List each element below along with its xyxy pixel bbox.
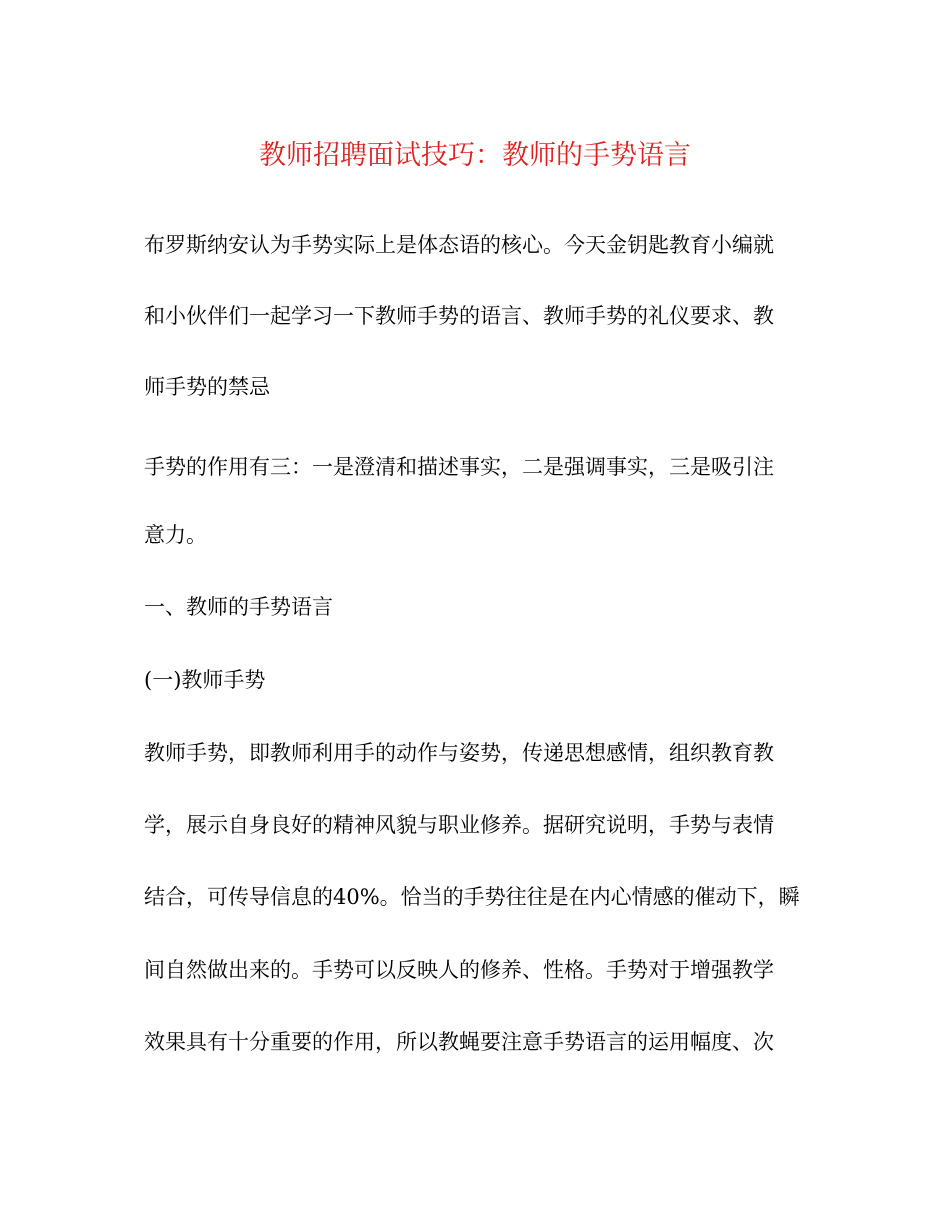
paragraph-line: 结合，可传导信息的40%。恰当的手势往往是在内心情感的催动下，瞬 (144, 885, 800, 909)
paragraph-line: 效果具有十分重要的作用，所以教蝇要注意手势语言的运用幅度、次 (144, 1030, 774, 1054)
paragraph-line: 布罗斯纳安认为手势实际上是体态语的核心。今天金钥匙教育小编就 (144, 233, 774, 257)
subsection-heading: (一)教师手势 (144, 668, 266, 692)
paragraph-line: 间自然做出来的。手势可以反映人的修养、性格。手势对于增强教学 (144, 958, 774, 982)
paragraph-line: 师手势的禁忌 (144, 375, 270, 399)
paragraph-line: 学，展示自身良好的精神风貌与职业修养。据研究说明，手势与表情 (144, 813, 774, 837)
paragraph-line: 教师手势，即教师利用手的动作与姿势，传递思想感情，组织教育教 (144, 741, 774, 765)
section-heading: 一、教师的手势语言 (144, 595, 333, 619)
paragraph-line: 手势的作用有三：一是澄清和描述事实，二是强调事实，三是吸引注 (144, 455, 774, 479)
paragraph-line: 意力。 (144, 523, 207, 547)
paragraph-line: 和小伙伴们一起学习一下教师手势的语言、教师手势的礼仪要求、教 (144, 304, 774, 328)
document-title: 教师招聘面试技巧：教师的手势语言 (259, 140, 691, 171)
